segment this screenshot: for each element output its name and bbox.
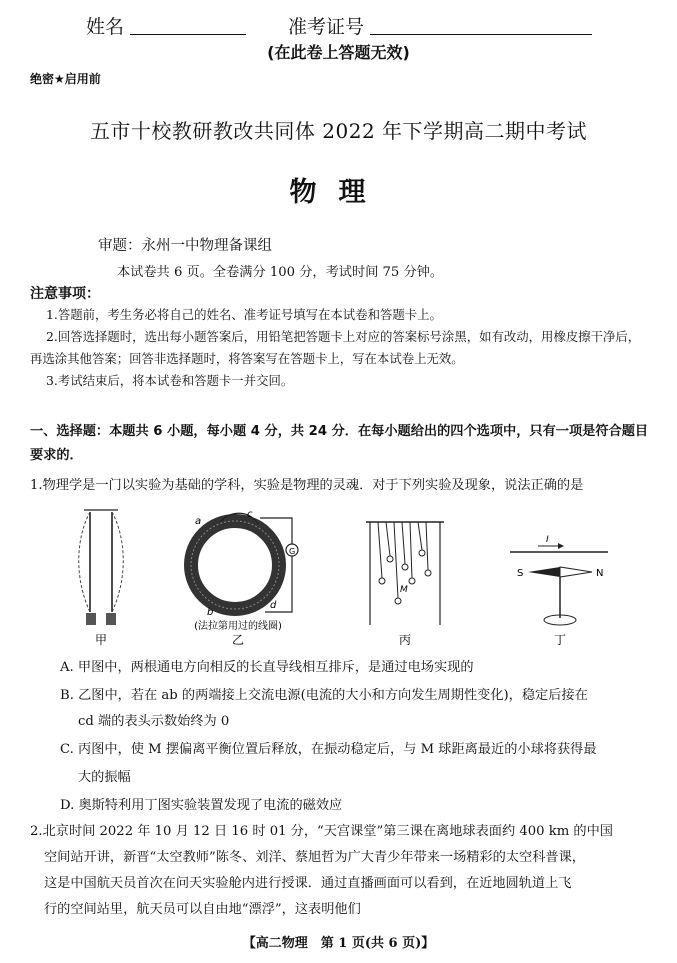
svg-text:d: d (270, 600, 277, 611)
figure-bing-label: 丙 (398, 633, 412, 647)
svg-text:a: a (195, 516, 202, 527)
page-footer: 【高二物理 第 1 页(共 6 页)】 (242, 936, 435, 951)
svg-text:S: S (517, 568, 524, 579)
question-2-line-1: 2.北京时间 2022 年 10 月 12 日 16 时 01 分，“天宫课堂”第三课在离地球表面约 400 km 的中国 (30, 824, 613, 839)
option-a: A. 甲图中，两根通电方向相反的长直导线相互排斥，是通过电场实现的 (60, 660, 474, 675)
option-b: B. 乙图中，若在 ab 的两端接上交流电源(电流的大小和方向发生周期性变化)，稳定后接在 (60, 688, 588, 703)
question-2-line-2: 空间站开讲，新晋“太空教师”陈冬、刘洋、蔡旭哲为广大青少年带来一场精彩的太空科普课， (44, 850, 585, 865)
section-1-heading: 一、选择题：本题共 6 小题，每小题 4 分，共 24 分．在每小题给出的四个选项中，只有一项是符合题目要求的． (30, 424, 649, 463)
subject-title: 物理 (289, 177, 388, 208)
option-c-cont: 大的振幅 (78, 770, 131, 785)
notice-heading: 注意事项： (30, 286, 100, 302)
svg-text:c: c (247, 509, 253, 520)
figure-ding-label: 丁 (553, 633, 567, 647)
notice-item-3: 3.考试结束后，将本试卷和答题卡一并交回。 (46, 373, 294, 388)
candidate-info (0, 8, 677, 42)
notice-list (30, 304, 648, 392)
notice-item-1: 1.答题前，考生务必将自己的姓名、准考证号填写在本试卷和答题卡上。 (46, 307, 442, 322)
question-1-figures (60, 500, 620, 650)
notice-item-2: 2.回答选择题时，选出每小题答案后，用铅笔把答题卡上对应的答案标号涂黑，如有改动，用橡皮擦干净后，再选涂其他答案；回答非选择题时，将答案写在答题卡上，写在本试卷上无效。 (30, 329, 641, 366)
exam-number-field[interactable] (370, 10, 592, 35)
figure-ding (510, 535, 608, 625)
name-field[interactable] (130, 10, 246, 35)
question-1-stem: 1.物理学是一门以实验为基础的学科，实验是物理的灵魂．对于下列实验及现象，说法正确的是 (30, 478, 584, 493)
svg-text:G: G (289, 547, 296, 556)
exam-summary: 本试卷共 6 页。全卷满分 100 分，考试时间 75 分钟。 (117, 265, 444, 280)
question-2-line-4: 行的空间站里，航天员可以自由地“漂浮”，这表明他们 (44, 902, 361, 917)
exam-number-label: 准考证号 (288, 16, 365, 38)
svg-text:M: M (400, 585, 408, 595)
question-2-line-3: 这是中国航天员首次在问天实验舱内进行授课．通过直播画面可以看到，在近地圆轨道上飞 (44, 876, 572, 891)
secret-mark: 绝密★启用前 (30, 72, 101, 86)
svg-text:b: b (207, 607, 214, 618)
figure-jia (79, 510, 124, 625)
svg-text:N: N (596, 568, 604, 579)
reviewer-line: 审题：永州一中物理备课组 (98, 238, 272, 254)
figure-bing (366, 522, 444, 625)
exam-title: 五市十校教研教改共同体 2022 年下学期高二期中考试 (89, 119, 588, 143)
figure-yi-label: 乙 (231, 633, 245, 647)
option-d: D. 奥斯特利用丁图实验装置发现了电流的磁效应 (60, 798, 343, 813)
invalid-answer-note: (在此卷上答题无效) (267, 43, 410, 62)
option-b-cont: cd 端的表头示数始终为 0 (78, 714, 230, 729)
figure-jia-label: 甲 (94, 633, 108, 647)
svg-text:I: I (546, 535, 549, 545)
figure-yi-caption: (法拉第用过的线圈) (194, 621, 282, 632)
figure-yi (191, 509, 298, 632)
option-c: C. 丙图中，使 M 摆偏离平衡位置后释放，在振动稳定后，与 M 球距离最近的小球将获得最 (60, 742, 597, 757)
name-label: 姓名 (86, 16, 125, 38)
